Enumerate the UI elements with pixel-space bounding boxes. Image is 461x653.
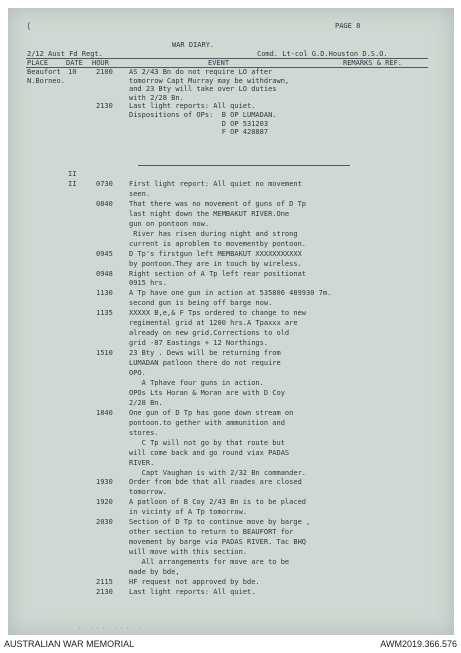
entry-date: II: [68, 179, 77, 188]
entry-hour: 0948: [96, 269, 113, 278]
entry-text: AS 2/43 Bn do not require LO after: [129, 68, 273, 76]
entry-text: A patloon of B Coy 2/43 Bn is to be placed: [129, 498, 307, 507]
column-place: PLACE: [27, 59, 49, 67]
entry-text: OPO.: [129, 369, 146, 377]
header-rule-top: [26, 58, 428, 59]
corner-mark: (: [27, 22, 31, 32]
entry-text: last night down the MEMBAKUT RIVER.One: [129, 209, 290, 218]
entry-text: movement by barge via PADAS RIVER. Tac BHQ: [129, 538, 307, 547]
entry-text: already on new grid.Corrections to old: [129, 329, 290, 338]
page-number: PAGE 8: [335, 22, 361, 30]
entry-text: other section to return to BEAUFORT for: [129, 528, 294, 537]
entry-text: One gun of D Tp has gone down stream on: [129, 408, 294, 417]
diary-title: WAR DIARY.: [172, 41, 215, 49]
entry-text: All arrangements for move are to be: [129, 558, 290, 567]
entry-text: RIVER.: [129, 458, 155, 467]
entry-text: That there was no movement of guns of D Tp: [129, 199, 307, 208]
entry-text: grid -87 Eastings + 12 Northings.: [129, 339, 269, 348]
entry-text: F OP 428887: [129, 128, 269, 137]
section-divider: [138, 165, 350, 166]
entry-hour: 2130: [96, 587, 113, 596]
entry-text: and 23 Bty will take over LO duties: [129, 85, 277, 94]
entry-hour: 1135: [96, 309, 113, 318]
entry-text: seen.: [129, 189, 151, 198]
entry-text: Section of D Tp to continue move by barge ,: [129, 518, 311, 527]
printer-code: · · · · · · · · · · ·: [78, 626, 142, 632]
column-hour: HOUR: [92, 59, 109, 67]
entry-text: will move with this section.: [129, 548, 248, 557]
entry-text: Capt Vaughan is with 2/32 Bn commander.: [129, 468, 307, 477]
entry-text: D OP 531203: [129, 119, 269, 128]
entry-text: in vicinty of A Tp tomorrow.: [129, 508, 248, 517]
entry-text: pontoon.to gether with ammunition and: [129, 418, 285, 427]
entry-text: River has risen during night and strong: [129, 229, 298, 238]
entry-text: will come back and go round viax PADAS: [129, 448, 290, 457]
entry-hour: 1510: [96, 349, 113, 358]
entry-text: HF request not approved by bde.: [129, 577, 260, 586]
entry-text: by pontoon.They are in touch by wireless.: [129, 259, 302, 268]
footer-institution: AUSTRALIAN WAR MEMORIAL: [4, 639, 135, 649]
entry-text: C Tp will not go by that route but: [129, 438, 285, 447]
entry-hour: 2130: [96, 102, 113, 111]
entry-hour: 2115: [96, 577, 113, 586]
entry-text: 0915 hrs.: [129, 279, 167, 288]
entry-text: D Tp's firstgun left MEMBAKUT XXXXXXXXXXX: [129, 249, 302, 258]
entry-text: Right section of A Tp left rear positionat: [129, 269, 307, 278]
place-line-2: N.Borneo.: [27, 76, 65, 85]
entry-hour: 1930: [96, 478, 113, 487]
entry-text: gun on pontoon now.: [129, 219, 210, 228]
column-event: EVENT: [208, 59, 230, 67]
entry-text: second gun is being off barge now.: [129, 299, 273, 308]
entry-hour: 1130: [96, 289, 113, 298]
entry-text: OPOs Lts Horan & Moran are with D Coy: [129, 388, 285, 397]
entry-text: First light report: All quiet no movement: [129, 179, 302, 188]
entry-date: 10: [68, 68, 77, 76]
column-date: DATE: [66, 59, 83, 67]
entry-text: with 2/28 Bn.: [129, 93, 184, 102]
entry-text: Dispositions of OPs: B OP LUMADAN.: [129, 111, 277, 119]
entry-text: current is aproblem to movementby pontoon.: [129, 239, 307, 248]
entry-hour: 2030: [96, 518, 113, 527]
entry-hour: 0840: [96, 199, 113, 208]
entry-text: 23 Bty . Dews will be returning from: [129, 349, 281, 358]
entry-hour: 2100: [96, 68, 113, 76]
entry-text: tomorrow.: [129, 488, 167, 497]
entry-date: II: [68, 170, 77, 178]
entry-text: A Tphave four guns in action.: [129, 378, 264, 387]
entry-hour: 1920: [96, 498, 113, 507]
footer-bar: [0, 635, 461, 653]
unit-name: 2/12 Aust Fd Regt.: [27, 50, 103, 58]
entry-text: XXXXX B,e,& F Tps ordered to change to new: [129, 309, 307, 318]
entry-text: made by bde,: [129, 568, 180, 576]
entry-hour: 1840: [96, 408, 113, 417]
entry-text: Last light reports: All quiet.: [129, 102, 256, 111]
column-remarks: REMARKS & REF.: [343, 59, 403, 67]
entry-text: Order from bde that all roades are closed: [129, 478, 302, 487]
entry-text: stores.: [129, 428, 159, 437]
commander-name: Comd. Lt-col G.D.Houston D.S.O.: [257, 50, 388, 58]
place-line-1: Beaufort: [27, 68, 61, 76]
diary-page: [8, 8, 454, 635]
entry-text: A Tp have one gun in action at 535806 489930 7m.: [129, 289, 332, 298]
footer-reference: AWM2019.366.576: [380, 639, 457, 649]
entry-text: Last light reports: All quiet.: [129, 587, 256, 596]
entry-text: regimental grid at 1200 hrs.A Tpaxxx are: [129, 319, 298, 328]
entry-text: tomorrow Capt Murray may be withdrawn,: [129, 76, 290, 85]
entry-hour: 0945: [96, 249, 113, 258]
entry-text: LUMADAN patloon there do not require: [129, 359, 281, 368]
entry-hour: 0730: [96, 179, 113, 188]
entry-text: 2/28 Bn.: [129, 398, 163, 407]
